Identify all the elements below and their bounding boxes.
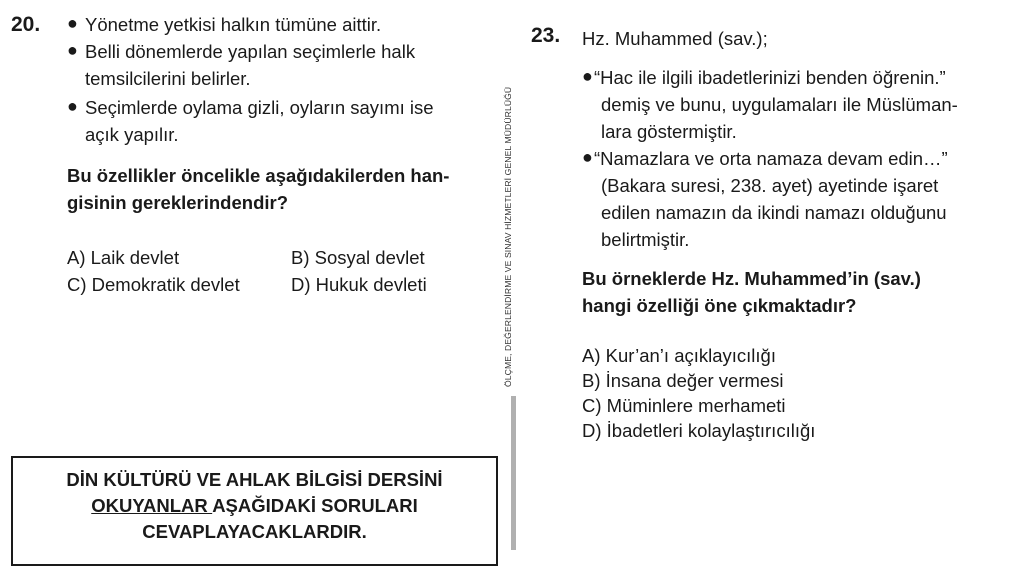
q20-bullet-3-line2: açık yapılır. [85, 124, 179, 145]
q20-question-line1: Bu özellikler öncelikle aşağıdakilerden han- [67, 165, 450, 186]
q23-option-b[interactable]: B) İnsana değer vermesi [582, 370, 784, 391]
notice-line-2 [13, 493, 496, 519]
notice-line-1: DİN KÜLTÜRÜ VE AHLAK BİLGİSİ DERSİNİ [66, 469, 443, 490]
bullet-dot: ● [67, 96, 78, 116]
q20-bullet-1: Yönetme yetkisi halkın tümüne aittir. [85, 14, 382, 35]
q23-bullet-2-line4: belirtmiştir. [601, 229, 690, 250]
bullet-dot: ● [67, 40, 78, 60]
q23-bullet-1-line1: “Hac ile ilgili ibadetlerinizi benden öğrenin.” [594, 67, 946, 88]
column-divider [511, 396, 516, 550]
q23-option-c[interactable]: C) Müminlere merhameti [582, 395, 786, 416]
notice-line-3: CEVAPLAYACAKLARDIR. [142, 521, 367, 542]
q23-option-d[interactable]: D) İbadetleri kolaylaştırıcılığı [582, 420, 816, 441]
q20-option-a[interactable]: A) Laik devlet [67, 247, 180, 268]
q23-bullet-1-line3: lara göstermiştir. [601, 121, 737, 142]
publisher-vertical-text: ÖLÇME, DEĞERLENDİRME VE SINAV HİZMETLERİ GENEL MÜDÜRLÜĞÜ [503, 86, 513, 387]
notice-underlined-text: OKUYANLAR [91, 495, 213, 516]
q20-option-c[interactable]: C) Demokratik devlet [67, 274, 240, 295]
q23-question-line1: Bu örneklerde Hz. Muhammed’in (sav.) [582, 268, 921, 289]
bullet-dot: ● [582, 66, 593, 86]
q23-intro: Hz. Muhammed (sav.); [582, 28, 768, 49]
q23-option-a[interactable]: A) Kur’an’ı açıklayıcılığı [582, 345, 776, 366]
q20-question-line2: gisinin gereklerindendir? [67, 192, 289, 213]
notice-line-2-rest: AŞAĞIDAKİ SORULARI [212, 495, 418, 516]
question-20-number: 20. [11, 13, 41, 36]
q23-bullet-2-line2: (Bakara suresi, 238. ayet) ayetinde işaret [601, 175, 939, 196]
q20-bullet-2-line2: temsilcilerini belirler. [85, 68, 251, 89]
question-23-number: 23. [531, 24, 561, 47]
q20-bullet-3-line1: Seçimlerde oylama gizli, oyların sayımı ise [85, 97, 434, 118]
q23-bullet-2-line3: edilen namazın da ikindi namazı olduğunu [601, 202, 947, 223]
q23-question-line2: hangi özelliği öne çıkmaktadır? [582, 295, 857, 316]
bullet-dot: ● [67, 13, 78, 33]
q20-bullet-2-line1: Belli dönemlerde yapılan seçimlerle halk [85, 41, 416, 62]
q23-bullet-1-line2: demiş ve bunu, uygulamaları ile Müslüman- [601, 94, 958, 115]
bullet-dot: ● [582, 147, 593, 167]
q23-bullet-2-line1: “Namazlara ve orta namaza devam edin…” [594, 148, 948, 169]
q20-option-b[interactable]: B) Sosyal devlet [291, 247, 425, 268]
q20-option-d[interactable]: D) Hukuk devleti [291, 274, 427, 295]
